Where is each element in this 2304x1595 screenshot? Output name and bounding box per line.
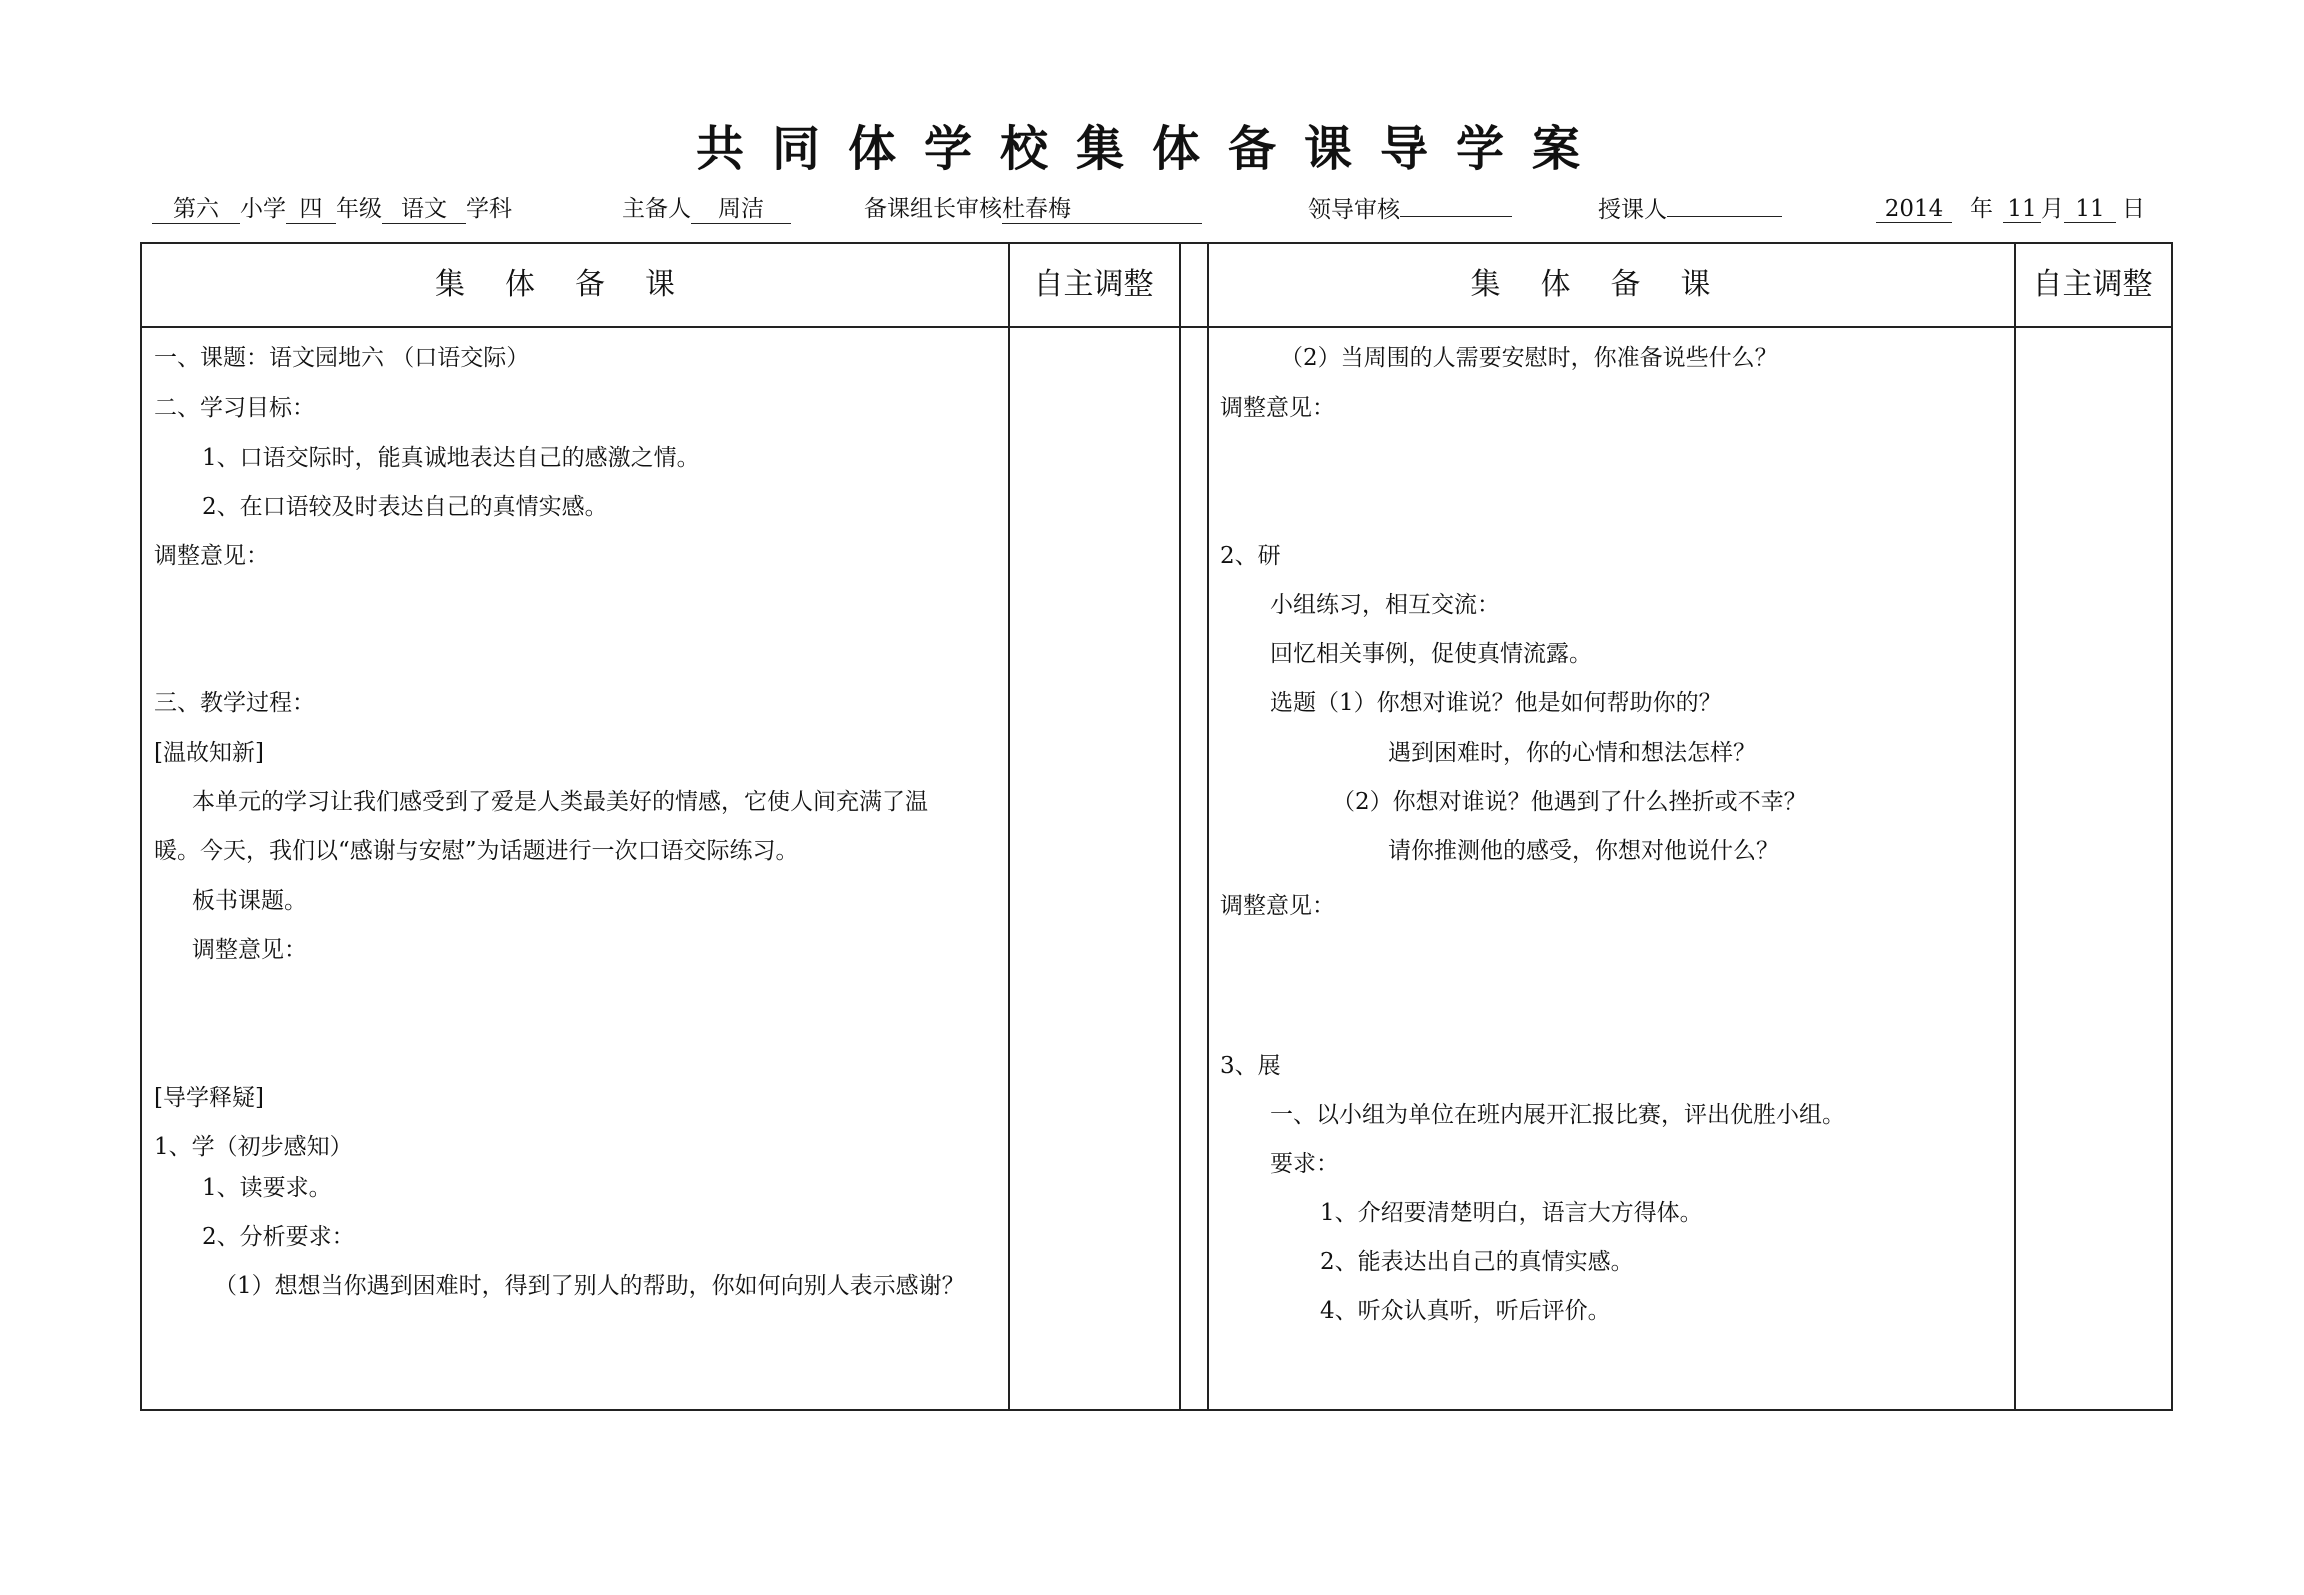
- preparer-group: [622, 190, 791, 224]
- header-main-left: 集体备课: [435, 267, 715, 302]
- step-heading: 3、展: [1220, 1053, 1281, 1079]
- requirement-item: 1、介绍要清楚明白，语言大方得体。: [1320, 1200, 1703, 1226]
- month-label: 月: [2041, 196, 2064, 222]
- year-label: 年: [1970, 196, 1993, 222]
- adjustment-label: 调整意见：: [192, 937, 307, 963]
- day-label: 日: [2122, 196, 2145, 222]
- page-title: 共同体学校集体备课导学案: [695, 121, 1608, 177]
- header-main-right: 集体备课: [1470, 267, 1751, 302]
- question-item: （1）想想当你遇到困难时，得到了别人的帮助，你如何向别人表示感谢？: [214, 1273, 965, 1299]
- date-group: [1876, 190, 2145, 224]
- topic-option: 遇到困难时，你的心情和想法怎样？: [1388, 740, 1756, 766]
- school-suffix: 小学: [240, 196, 286, 222]
- header-adjust-right: 自主调整: [2032, 267, 2153, 302]
- section-heading: 三、教学过程：: [154, 690, 315, 716]
- step-item: 2、分析要求：: [202, 1224, 355, 1250]
- adjustment-label: 调整意见：: [1220, 893, 1335, 919]
- paragraph-line: 板书课题。: [192, 888, 307, 914]
- group-reviewer-field: 杜春梅: [1002, 190, 1202, 224]
- topic-option: 请你推测他的感受，你想对他说什么？: [1388, 838, 1779, 864]
- day-field: 11: [2064, 196, 2116, 223]
- month-field: 11: [2003, 196, 2041, 223]
- grade-suffix: 年级: [336, 196, 382, 222]
- preparer-field: 周洁: [691, 190, 791, 224]
- header-adjust-left: 自主调整: [1033, 267, 1154, 302]
- column-divider: [2014, 244, 2016, 1409]
- requirement-item: 4、听众认真听，听后评价。: [1320, 1298, 1611, 1324]
- topic-option: 选题（1）你想对谁说？他是如何帮助你的？: [1270, 690, 1722, 716]
- leader-reviewer-field: [1400, 190, 1512, 217]
- leader-review-group: [1308, 190, 1512, 224]
- requirement-item: 2、能表达出自己的真情实感。: [1320, 1249, 1634, 1275]
- grade-field: 四: [286, 190, 336, 224]
- activity-line: 回忆相关事例，促使真情流露。: [1270, 641, 1592, 667]
- subsection-heading: [导学释疑]: [154, 1085, 264, 1111]
- activity-line: 一、以小组为单位在班内展开汇报比赛，评出优胜小组。: [1270, 1102, 1845, 1128]
- school-field: 第六: [152, 190, 240, 224]
- teacher-label: 授课人: [1598, 197, 1667, 223]
- column-divider: [1008, 244, 1010, 1409]
- teacher-group: [1598, 190, 1782, 224]
- preparer-label: 主备人: [622, 196, 691, 222]
- objective-item: 2、在口语较及时表达自己的真情实感。: [202, 494, 608, 520]
- activity-line: 小组练习，相互交流：: [1270, 592, 1500, 618]
- leader-review-label: 领导审核: [1308, 197, 1400, 223]
- subject-suffix: 学科: [466, 196, 512, 222]
- column-divider: [1207, 244, 1209, 1409]
- step-heading: 2、研: [1220, 543, 1281, 569]
- year-field: 2014: [1876, 196, 1952, 223]
- objective-item: 1、口语交际时，能真诚地表达自己的感激之情。: [202, 445, 700, 471]
- group-review-label: 备课组长审核: [864, 196, 1002, 222]
- section-heading: 二、学习目标：: [154, 395, 315, 421]
- paragraph-line: 暖。今天，我们以“感谢与安慰”为话题进行一次口语交际练习。: [154, 838, 799, 864]
- paragraph-line: 本单元的学习让我们感受到了爱是人类最美好的情感，它使人间充满了温: [192, 789, 928, 815]
- adjustment-label: 调整意见：: [1220, 395, 1335, 421]
- lesson-plan-table: [140, 242, 2173, 1411]
- step-heading: 1、学（初步感知）: [154, 1134, 353, 1160]
- adjustment-label: 调整意见：: [154, 543, 269, 569]
- requirements-label: 要求：: [1270, 1151, 1339, 1177]
- topic-option: （2）你想对谁说？他遇到了什么挫折或不幸？: [1332, 789, 1807, 815]
- lesson-topic: 一、课题：语文园地六 （口语交际）: [154, 345, 530, 371]
- teacher-field: [1667, 190, 1782, 217]
- column-divider: [1179, 244, 1181, 1409]
- step-item: 1、读要求。: [202, 1175, 332, 1201]
- header-info-line: [152, 190, 512, 224]
- subject-field: 语文: [382, 190, 466, 224]
- group-review-group: [864, 190, 1202, 224]
- header-divider: [142, 326, 2171, 328]
- subsection-heading: [温故知新]: [154, 740, 264, 766]
- question-item: （2）当周围的人需要安慰时，你准备说些什么？: [1280, 345, 1778, 371]
